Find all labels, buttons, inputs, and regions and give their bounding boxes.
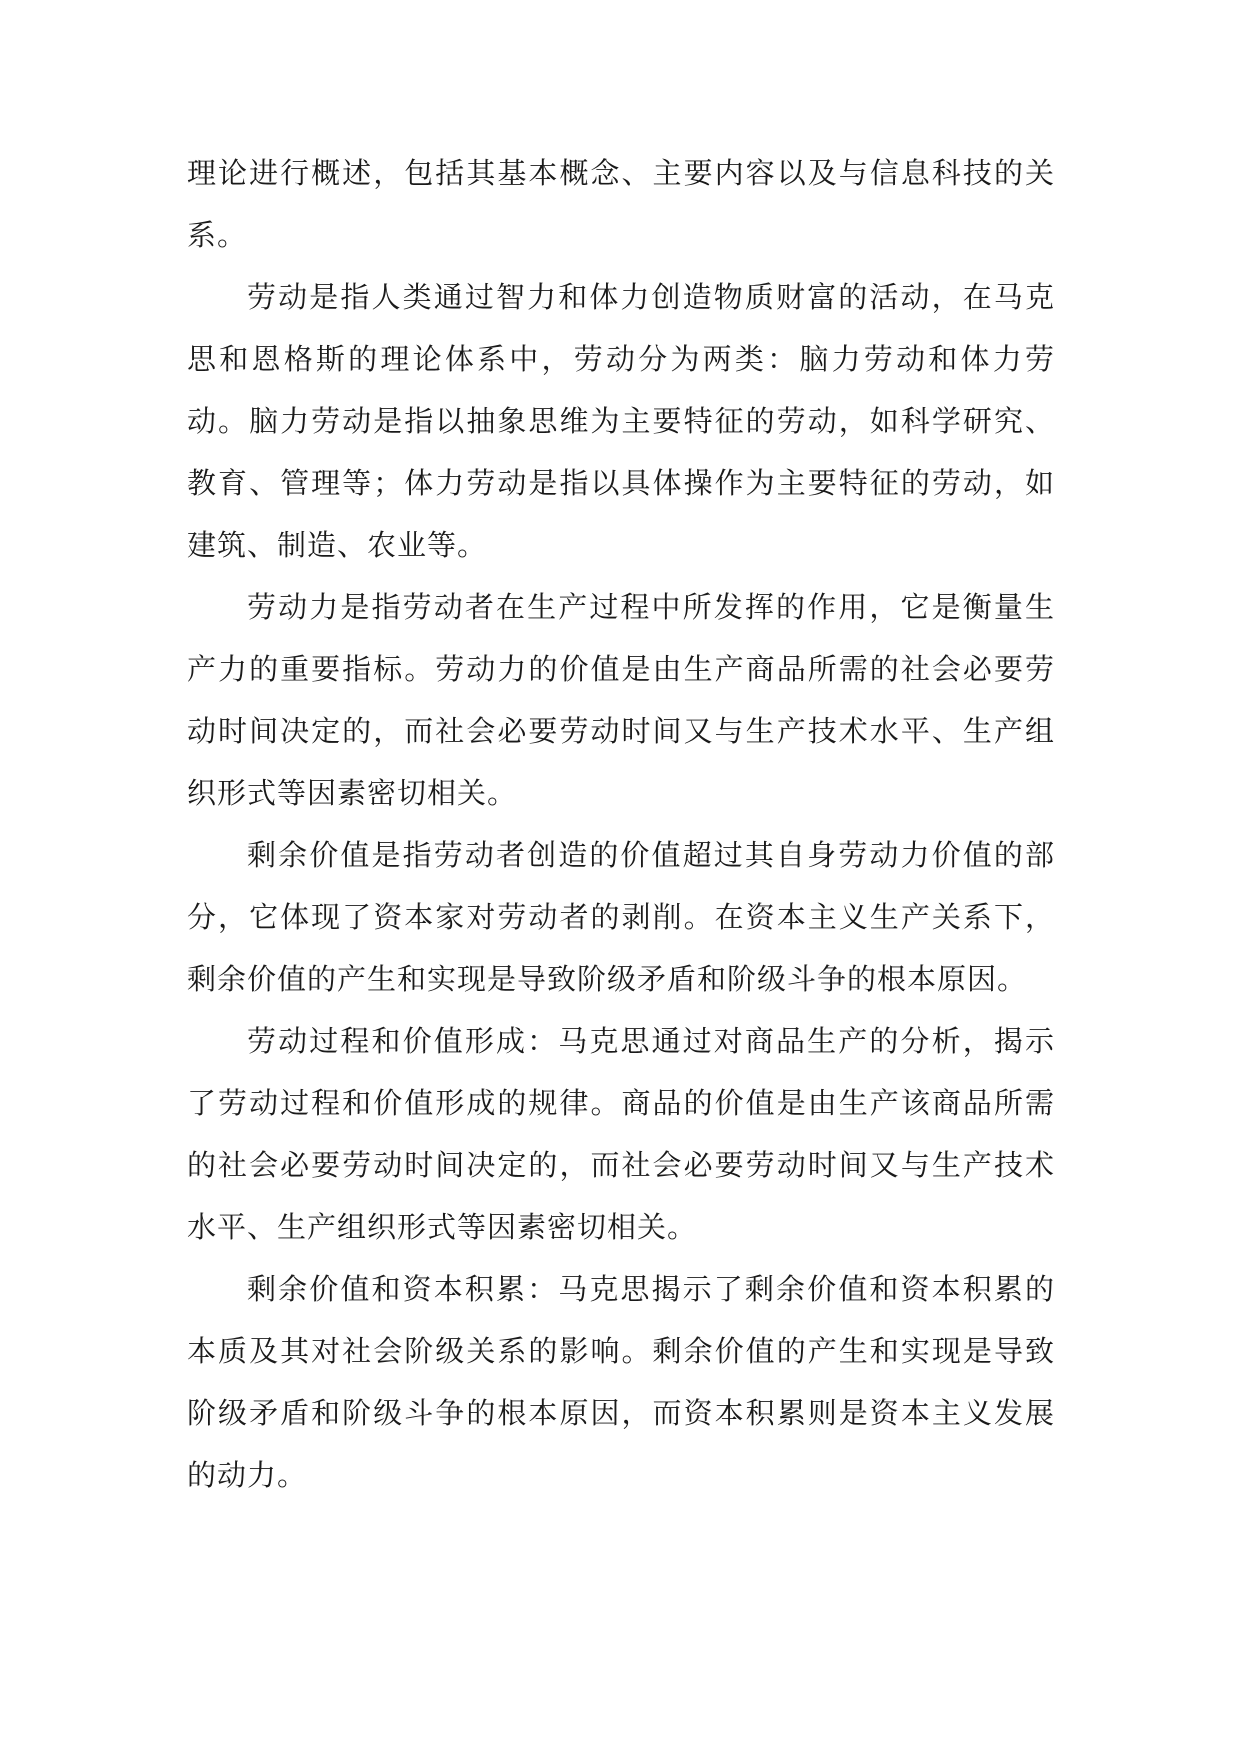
paragraph-capital-accumulation: 剩余价值和资本积累：马克思揭示了剩余价值和资本积累的本质及其对社会阶级关系的影响。剩余价值的产生和实现是导致阶级矛盾和阶级斗争的根本原因，而资本积累则是资本主义发展的动力。	[187, 1272, 1055, 1492]
paragraph-labor-definition: 劳动是指人类通过智力和体力创造物质财富的活动，在马克思和恩格斯的理论体系中，劳动分为两类：脑力劳动和体力劳动。脑力劳动是指以抽象思维为主要特征的劳动，如科学研究、教育、管理等；体力劳动是指以具体操作为主要特征的劳动，如建筑、制造、农业等。	[187, 280, 1055, 562]
paragraph-labor-process: 劳动过程和价值形成：马克思通过对商品生产的分析，揭示了劳动过程和价值形成的规律。商品的价值是由生产该商品所需的社会必要劳动时间决定的，而社会必要劳动时间又与生产技术水平、生产组织形式等因素密切相关。	[187, 1024, 1055, 1244]
paragraph-labor-power: 劳动力是指劳动者在生产过程中所发挥的作用，它是衡量生产力的重要指标。劳动力的价值是由生产商品所需的社会必要劳动时间决定的，而社会必要劳动时间又与生产技术水平、生产组织形式等因素密切相关。	[187, 590, 1055, 810]
paragraph-intro-continuation: 理论进行概述，包括其基本概念、主要内容以及与信息科技的关系。	[187, 156, 1055, 252]
document-body	[187, 142, 1055, 1506]
paragraph-surplus-value: 剩余价值是指劳动者创造的价值超过其自身劳动力价值的部分，它体现了资本家对劳动者的剥削。在资本主义生产关系下，剩余价值的产生和实现是导致阶级矛盾和阶级斗争的根本原因。	[187, 838, 1055, 996]
